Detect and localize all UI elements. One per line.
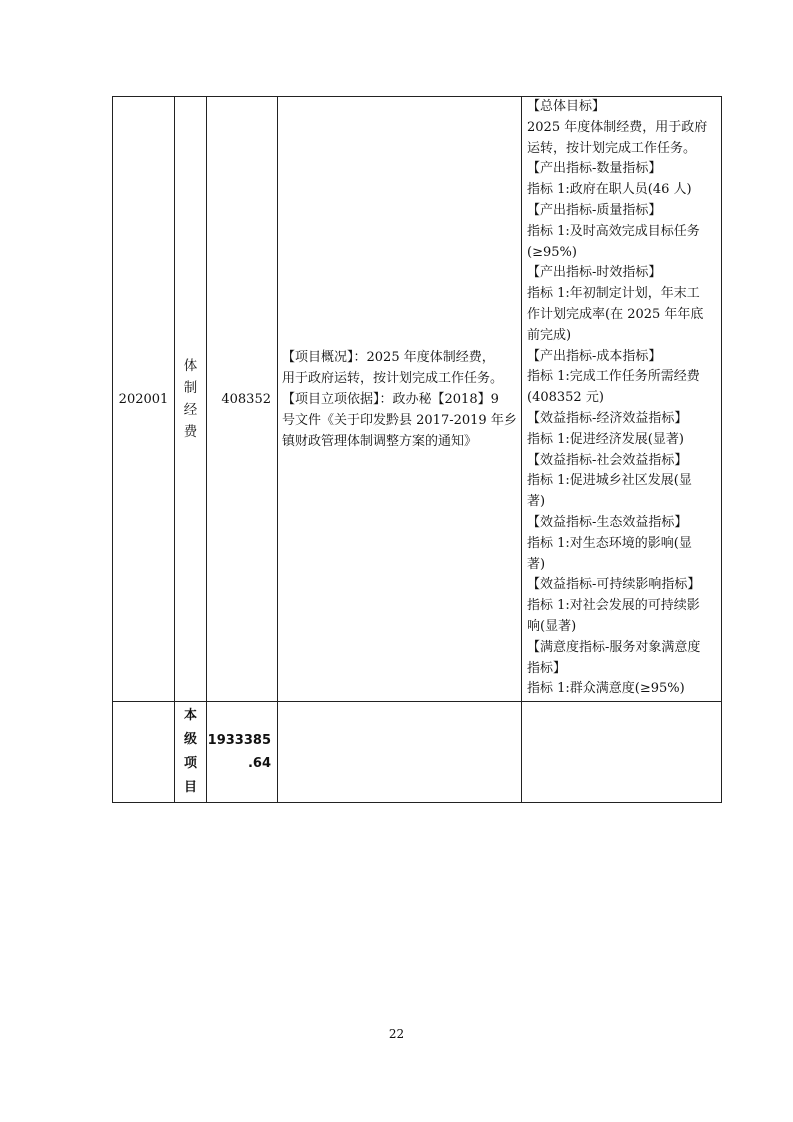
target-line: 指标 1:完成工作任务所需经费 (527, 369, 700, 385)
description-line: 用于政府运转，按计划完成工作任务。 (282, 370, 504, 386)
summary-amount-line1: 1933385 (207, 733, 271, 748)
target-line: 著) (527, 556, 546, 572)
target-line: 【产出指标-质量指标】 (527, 202, 662, 218)
target-line: (408352 元) (527, 390, 604, 406)
target-line: 【效益指标-生态效益指标】 (527, 514, 688, 530)
project-code: 202001 (118, 391, 169, 407)
target-line: 著) (527, 494, 546, 510)
summary-targets-cell (522, 702, 722, 803)
target-line: 指标 1:促进城乡社区发展(显 (527, 473, 692, 489)
target-line: 指标 1:促进经济发展(显著) (527, 431, 684, 447)
summary-name: 本级项目 (183, 708, 197, 795)
target-line: 作计划完成率(在 2025 年年底 (527, 306, 704, 322)
summary-amount-line2: .64 (247, 756, 271, 771)
summary-row (113, 702, 722, 803)
target-line: 指标】 (527, 660, 567, 676)
target-line: 指标 1:及时高效完成目标任务 (527, 223, 700, 239)
project-name: 体制经费 (183, 358, 198, 440)
summary-description-cell (278, 702, 522, 803)
description-line: 号文件《关于印发黔县 2017-2019 年乡 (282, 412, 517, 428)
project-description-cell (278, 97, 522, 702)
target-line: 指标 1:对生态环境的影响(显 (527, 535, 692, 551)
target-line: 【产出指标-数量指标】 (527, 161, 662, 177)
target-line: 指标 1:群众满意度(≥95%) (527, 681, 685, 697)
target-line: 响(显著) (527, 618, 577, 634)
target-line: (≥95%) (527, 244, 577, 260)
target-line: 2025 年度体制经费，用于政府 (527, 119, 708, 135)
performance-targets-cell (522, 97, 722, 702)
target-line: 指标 1:年初制定计划，年末工 (527, 286, 700, 302)
summary-code-cell (113, 702, 175, 803)
summary-amount-cell (207, 702, 278, 803)
description-line: 【项目概况】：2025 年度体制经费， (282, 349, 495, 365)
project-name-cell (175, 97, 207, 702)
project-amount: 408352 (221, 391, 271, 407)
target-line: 【满意度指标-服务对象满意度 (527, 639, 701, 655)
description-line: 【项目立项依据】：政办秘【2018】9 (282, 391, 499, 407)
target-line: 运转，按计划完成工作任务。 (527, 140, 697, 156)
target-line: 前完成) (527, 327, 572, 343)
target-line: 【总体目标】 (527, 99, 606, 114)
target-line: 【效益指标-可持续影响指标】 (527, 577, 701, 593)
description-line: 镇财政管理体制调整方案的通知》 (282, 433, 478, 449)
target-line: 指标 1:对社会发展的可持续影 (527, 598, 700, 614)
summary-name-cell (175, 702, 207, 803)
budget-table (112, 96, 722, 803)
target-line: 指标 1:政府在职人员(46 人) (527, 182, 692, 198)
target-line: 【产出指标-时效指标】 (527, 265, 662, 281)
target-line: 【产出指标-成本指标】 (527, 348, 662, 364)
project-code-cell (113, 97, 175, 702)
page-number: 22 (388, 1027, 405, 1041)
target-line: 【效益指标-社会效益指标】 (527, 452, 688, 468)
table-row (113, 97, 722, 702)
target-line: 【效益指标-经济效益指标】 (527, 410, 688, 426)
project-amount-cell (207, 97, 278, 702)
